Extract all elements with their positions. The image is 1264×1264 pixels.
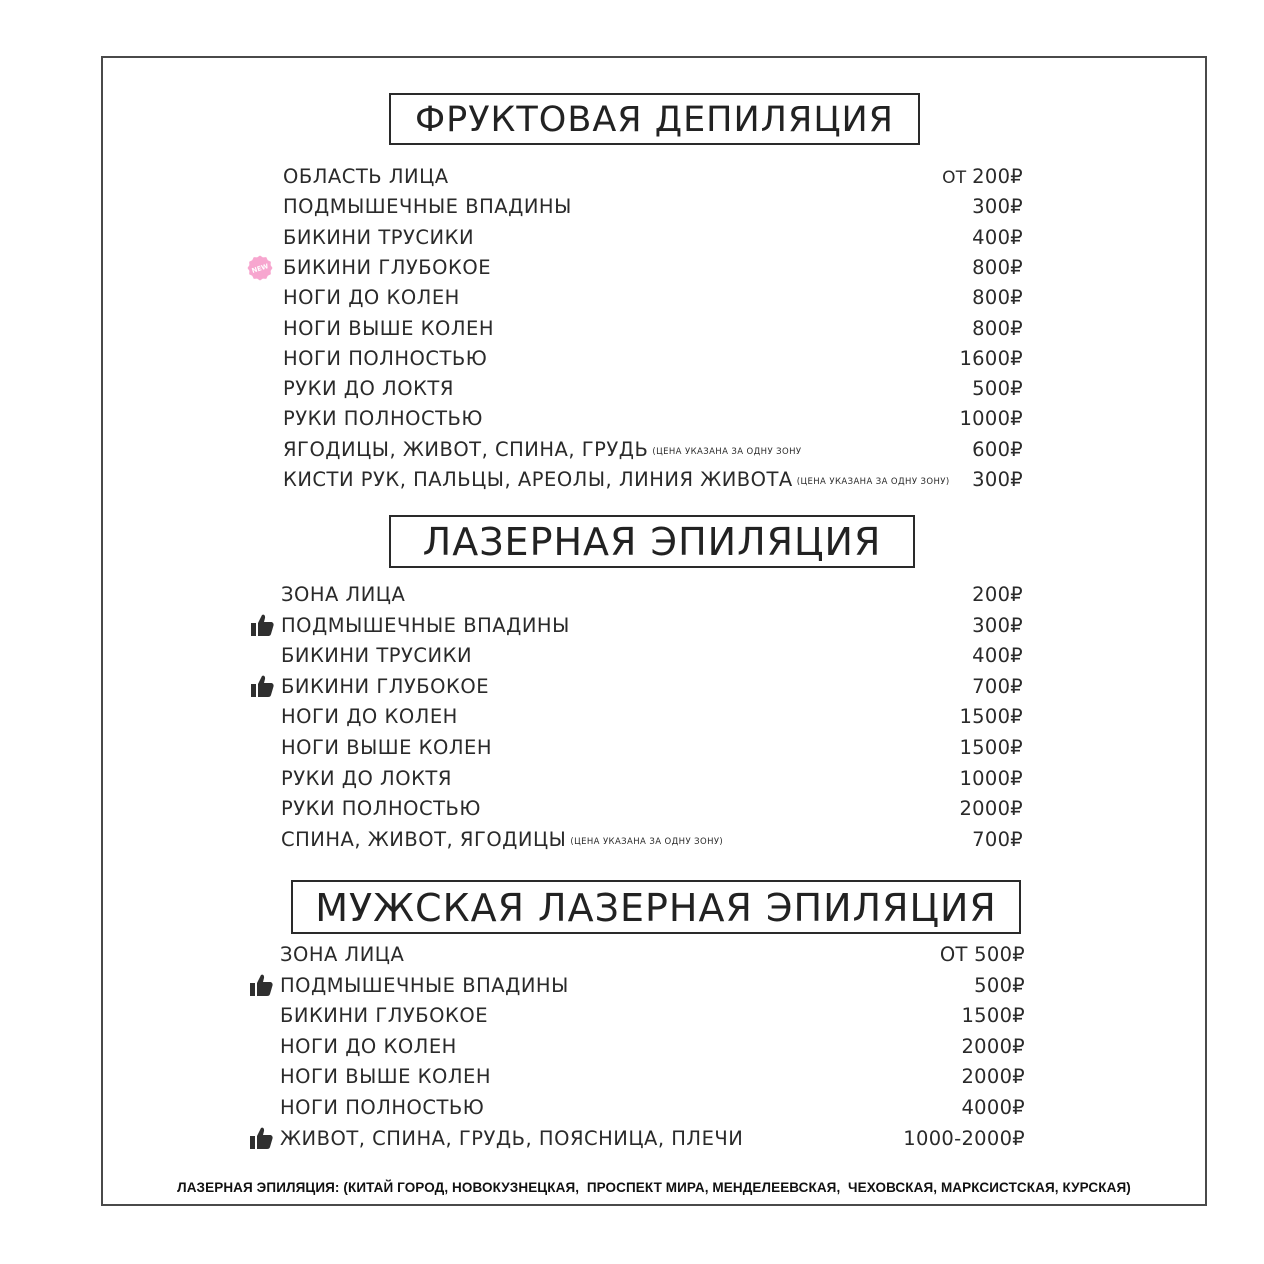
service-name-text: НОГИ ДО КОЛЕН bbox=[280, 1034, 457, 1058]
price-row bbox=[283, 404, 1023, 434]
price-row bbox=[281, 580, 1023, 610]
price-value: 300₽ bbox=[972, 195, 1023, 219]
service-name bbox=[280, 940, 404, 970]
service-price bbox=[972, 314, 1023, 344]
price-value: 800₽ bbox=[972, 255, 1023, 279]
service-name bbox=[283, 314, 494, 344]
service-name bbox=[281, 641, 472, 671]
price-row bbox=[280, 1093, 1025, 1123]
service-name bbox=[280, 1124, 743, 1154]
service-price bbox=[972, 435, 1023, 465]
service-name-text: РУКИ ПОЛНОСТЬЮ bbox=[281, 797, 481, 821]
service-name bbox=[280, 1062, 491, 1092]
price-row bbox=[281, 672, 1023, 702]
service-name bbox=[280, 1032, 457, 1062]
thumbs-up-icon bbox=[248, 1125, 274, 1151]
service-name bbox=[283, 162, 449, 192]
price-value: 1600₽ bbox=[959, 346, 1023, 370]
price-value: 800₽ bbox=[972, 286, 1023, 310]
service-name bbox=[281, 702, 458, 732]
price-value: 2000₽ bbox=[961, 1065, 1025, 1089]
section-title-fruit-depilation: ФРУКТОВАЯ ДЕПИЛЯЦИЯ bbox=[389, 93, 920, 145]
price-row bbox=[281, 611, 1023, 641]
thumbs-up-icon bbox=[248, 972, 274, 998]
service-price bbox=[972, 283, 1023, 313]
service-price bbox=[972, 192, 1023, 222]
service-name-text: ЖИВОТ, СПИНА, ГРУДЬ, ПОЯСНИЦА, ПЛЕЧИ bbox=[280, 1126, 744, 1150]
service-name bbox=[281, 733, 492, 763]
service-price bbox=[974, 971, 1025, 1001]
price-row bbox=[283, 283, 1023, 313]
service-name-text: КИСТИ РУК, ПАЛЬЦЫ, АРЕОЛЫ, ЛИНИЯ ЖИВОТА bbox=[283, 468, 793, 491]
price-row bbox=[283, 435, 1023, 465]
service-price bbox=[959, 344, 1023, 374]
price-value: 1000₽ bbox=[959, 766, 1023, 790]
price-row bbox=[283, 314, 1023, 344]
price-row bbox=[280, 1124, 1025, 1154]
price-row bbox=[280, 971, 1025, 1001]
service-name bbox=[281, 611, 570, 641]
price-row bbox=[281, 764, 1023, 794]
service-price bbox=[959, 764, 1023, 794]
price-value: 1500₽ bbox=[959, 736, 1023, 759]
service-name bbox=[281, 794, 481, 824]
service-name bbox=[281, 672, 489, 702]
service-name-text: СПИНА, ЖИВОТ, ЯГОДИЦЫ bbox=[281, 827, 567, 851]
service-name bbox=[283, 283, 460, 313]
service-price bbox=[959, 404, 1023, 434]
service-price bbox=[972, 253, 1023, 283]
service-price bbox=[972, 672, 1023, 702]
service-price bbox=[972, 223, 1023, 253]
price-row bbox=[250, 253, 1023, 283]
service-name-text: НОГИ ПОЛНОСТЬЮ bbox=[280, 1096, 485, 1119]
service-price bbox=[903, 1124, 1025, 1154]
service-name-text: БИКИНИ ГЛУБОКОЕ bbox=[280, 1004, 489, 1028]
price-row bbox=[283, 162, 1023, 192]
price-row bbox=[283, 192, 1023, 222]
service-name-text: ПОДМЫШЕЧНЫЕ ВПАДИНЫ bbox=[280, 973, 569, 997]
price-value: 300₽ bbox=[972, 468, 1023, 491]
service-name bbox=[280, 1093, 484, 1123]
service-name bbox=[281, 764, 452, 794]
service-name-text: НОГИ ПОЛНОСТЬЮ bbox=[283, 346, 488, 370]
price-prefix: ОТ bbox=[942, 168, 973, 188]
service-name bbox=[283, 374, 454, 404]
price-row bbox=[281, 794, 1023, 824]
price-row bbox=[283, 223, 1023, 253]
service-name bbox=[283, 192, 572, 222]
service-price bbox=[959, 733, 1023, 763]
new-badge-icon bbox=[247, 255, 273, 281]
service-name-text: РУКИ ПОЛНОСТЬЮ bbox=[283, 407, 483, 431]
price-row bbox=[281, 825, 1023, 855]
service-name bbox=[283, 435, 801, 467]
service-price bbox=[959, 702, 1023, 732]
service-note: (ЦЕНА УКАЗАНА ЗА ОДНУ ЗОНУ) bbox=[796, 477, 950, 487]
price-value: 4000₽ bbox=[961, 1096, 1025, 1119]
service-name-text: РУКИ ДО ЛОКТЯ bbox=[283, 377, 454, 401]
price-row bbox=[281, 641, 1023, 671]
service-note: (ЦЕНА УКАЗАНА ЗА ОДНУ ЗОНУ bbox=[652, 446, 802, 457]
service-price bbox=[972, 580, 1023, 610]
service-name-text: БИКИНИ ГЛУБОКОЕ bbox=[281, 674, 490, 698]
service-price bbox=[972, 825, 1023, 855]
price-value: 300₽ bbox=[972, 613, 1023, 637]
price-value: 400₽ bbox=[972, 644, 1023, 668]
service-price bbox=[972, 611, 1023, 641]
price-value: 1000₽ bbox=[959, 407, 1023, 431]
service-name-text: ПОДМЫШЕЧНЫЕ ВПАДИНЫ bbox=[283, 195, 572, 219]
service-name-text: НОГИ ВЫШЕ КОЛЕН bbox=[283, 316, 494, 340]
service-name bbox=[283, 253, 491, 283]
service-name-text: НОГИ ВЫШЕ КОЛЕН bbox=[280, 1065, 491, 1089]
thumbs-up-icon bbox=[249, 612, 275, 638]
service-name bbox=[283, 223, 474, 253]
section-title-laser-epilation: ЛАЗЕРНАЯ ЭПИЛЯЦИЯ bbox=[389, 515, 915, 568]
service-price bbox=[961, 1093, 1025, 1123]
service-price bbox=[972, 465, 1023, 495]
service-name bbox=[283, 404, 483, 434]
service-name-text: БИКИНИ ТРУСИКИ bbox=[283, 225, 475, 249]
service-name-text: НОГИ ВЫШЕ КОЛЕН bbox=[281, 736, 492, 759]
service-name bbox=[281, 580, 405, 610]
service-name bbox=[283, 344, 487, 374]
price-value: 1000-2000₽ bbox=[903, 1126, 1025, 1150]
price-value: ОТ 500₽ bbox=[939, 943, 1025, 966]
service-name-text: ЗОНА ЛИЦА bbox=[280, 943, 405, 966]
service-name-text: БИКИНИ ТРУСИКИ bbox=[281, 644, 473, 668]
price-row bbox=[283, 374, 1023, 404]
new-badge-text: NEW bbox=[250, 261, 270, 275]
price-value: 200₽ bbox=[972, 583, 1023, 606]
service-name bbox=[281, 825, 723, 857]
service-note: (ЦЕНА УКАЗАНА ЗА ОДНУ ЗОНУ) bbox=[570, 836, 724, 847]
service-name bbox=[280, 1001, 488, 1031]
price-value: 600₽ bbox=[972, 437, 1023, 461]
service-name-text: ПОДМЫШЕЧНЫЕ ВПАДИНЫ bbox=[281, 613, 570, 637]
price-row bbox=[283, 344, 1023, 374]
price-value: 400₽ bbox=[972, 225, 1023, 249]
footer-locations: ЛАЗЕРНАЯ ЭПИЛЯЦИЯ: (КИТАЙ ГОРОД, НОВОКУЗНЕЦКАЯ, ПРОСПЕКТ МИРА, МЕНДЕЛЕЕВСКАЯ, ЧЕХОВСКАЯ, МАРКСИСТСКАЯ, КУРСКАЯ) bbox=[177, 1180, 1131, 1195]
price-value: 2000₽ bbox=[961, 1034, 1025, 1058]
price-row bbox=[281, 733, 1023, 763]
service-price bbox=[942, 162, 1023, 193]
service-name-text: ЗОНА ЛИЦА bbox=[281, 583, 406, 606]
service-price bbox=[961, 1062, 1025, 1092]
price-value: 700₽ bbox=[972, 827, 1023, 851]
price-value: 500₽ bbox=[972, 377, 1023, 401]
price-row bbox=[280, 1032, 1025, 1062]
service-name-text: РУКИ ДО ЛОКТЯ bbox=[281, 766, 452, 790]
service-price bbox=[961, 1001, 1025, 1031]
service-name-text: НОГИ ДО КОЛЕН bbox=[281, 705, 458, 729]
service-name-text: ЯГОДИЦЫ, ЖИВОТ, СПИНА, ГРУДЬ bbox=[283, 437, 649, 461]
price-value: 2000₽ bbox=[959, 797, 1023, 821]
service-price bbox=[940, 940, 1025, 970]
service-price bbox=[961, 1032, 1025, 1062]
price-value: 800₽ bbox=[972, 316, 1023, 340]
price-value: 200₽ bbox=[972, 165, 1023, 188]
price-row bbox=[281, 702, 1023, 732]
service-price bbox=[972, 374, 1023, 404]
service-price bbox=[972, 641, 1023, 671]
thumbs-up-icon bbox=[249, 673, 275, 699]
price-row bbox=[280, 940, 1025, 970]
price-row bbox=[280, 1001, 1025, 1031]
section-title-men-laser-epilation: МУЖСКАЯ ЛАЗЕРНАЯ ЭПИЛЯЦИЯ bbox=[291, 880, 1021, 934]
service-price bbox=[959, 794, 1023, 824]
price-value: 700₽ bbox=[972, 674, 1023, 698]
price-row bbox=[280, 1062, 1025, 1092]
price-value: 1500₽ bbox=[959, 705, 1023, 729]
service-name bbox=[283, 465, 950, 497]
price-row bbox=[283, 465, 1023, 495]
price-value: 1500₽ bbox=[961, 1004, 1025, 1028]
price-value: 500₽ bbox=[974, 973, 1025, 997]
service-name-text: ОБЛАСТЬ ЛИЦА bbox=[283, 165, 449, 188]
service-name-text: БИКИНИ ГЛУБОКОЕ bbox=[283, 255, 492, 279]
service-name bbox=[280, 971, 569, 1001]
service-name-text: НОГИ ДО КОЛЕН bbox=[283, 286, 460, 310]
